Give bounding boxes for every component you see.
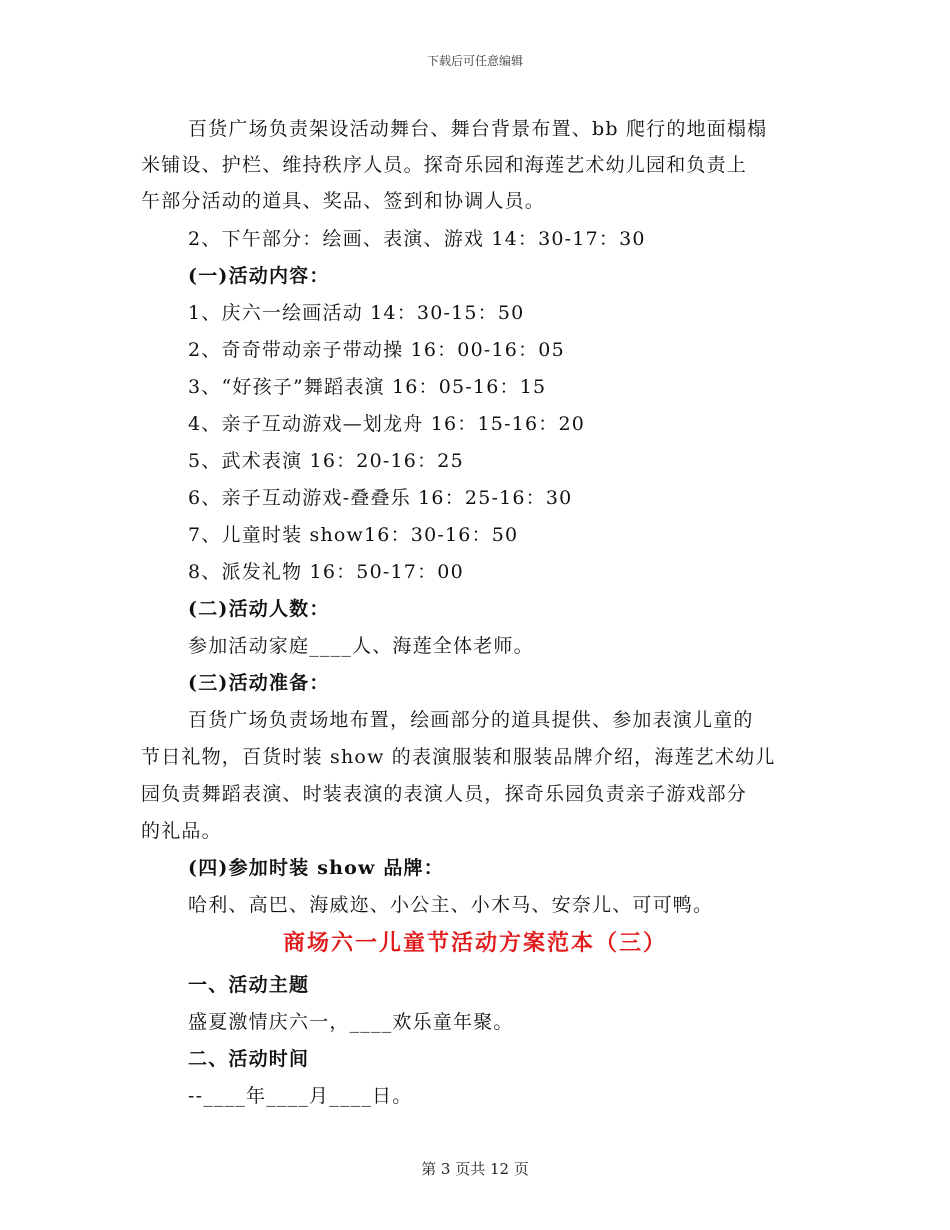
paragraph-line: --____年____月____日。 <box>188 1085 413 1107</box>
page-header: 下载后可任意编辑 <box>426 54 523 68</box>
afternoon-schedule: 2、下午部分：绘画、表演、游戏 14：30-17：30 <box>188 228 646 250</box>
list-item: 1、庆六一绘画活动 14：30-15：50 <box>188 302 525 324</box>
paragraph-line: 园负责舞蹈表演、时装表演的表演人员，探奇乐园负责亲子游戏部分 <box>141 783 748 805</box>
paragraph-line: 百货广场负责架设活动舞台、舞台背景布置、bb 爬行的地面榻榻 <box>188 118 768 140</box>
paragraph-line: 哈利、高巴、海威迩、小公主、小木马、安奈儿、可可鸭。 <box>188 894 714 916</box>
heading-content: (一)活动内容： <box>188 265 330 287</box>
heading-people: (二)活动人数： <box>188 598 330 620</box>
list-item: 2、奇奇带动亲子带动操 16：00-16：05 <box>188 339 565 361</box>
paragraph-line: 参加活动家庭____人、海莲全体老师。 <box>188 635 534 657</box>
page-footer: 第 3 页共 12 页 <box>421 1160 529 1178</box>
heading-preparation: (三)活动准备： <box>188 672 330 694</box>
section-title: 商场六一儿童节活动方案范本（三） <box>282 930 667 956</box>
list-item: 7、儿童时装 show16：30-16：50 <box>188 524 519 546</box>
list-item: 4、亲子互动游戏—划龙舟 16：15-16：20 <box>188 413 586 435</box>
paragraph-line: 午部分活动的道具、奖品、签到和协调人员。 <box>141 190 546 212</box>
paragraph-line: 的礼品。 <box>141 820 222 842</box>
list-item: 5、武术表演 16：20-16：25 <box>188 450 464 472</box>
paragraph-line: 盛夏激情庆六一，____欢乐童年聚。 <box>188 1011 514 1033</box>
heading-theme: 一、活动主题 <box>188 974 310 996</box>
list-item: 6、亲子互动游戏-叠叠乐 16：25-16：30 <box>188 487 573 509</box>
heading-brands: (四)参加时装 show 品牌： <box>188 857 444 879</box>
paragraph-line: 百货广场负责场地布置，绘画部分的道具提供、参加表演儿童的 <box>188 709 754 731</box>
heading-time: 二、活动时间 <box>188 1048 310 1070</box>
paragraph-line: 节日礼物，百货时装 show 的表演服装和服装品牌介绍，海莲艺术幼儿 <box>141 746 776 768</box>
paragraph-line: 米铺设、护栏、维持秩序人员。探奇乐园和海莲艺术幼儿园和负责上 <box>141 154 748 176</box>
list-item: 3、“好孩子”舞蹈表演 16：05-16：15 <box>188 376 547 398</box>
list-item: 8、派发礼物 16：50-17：00 <box>188 561 464 583</box>
